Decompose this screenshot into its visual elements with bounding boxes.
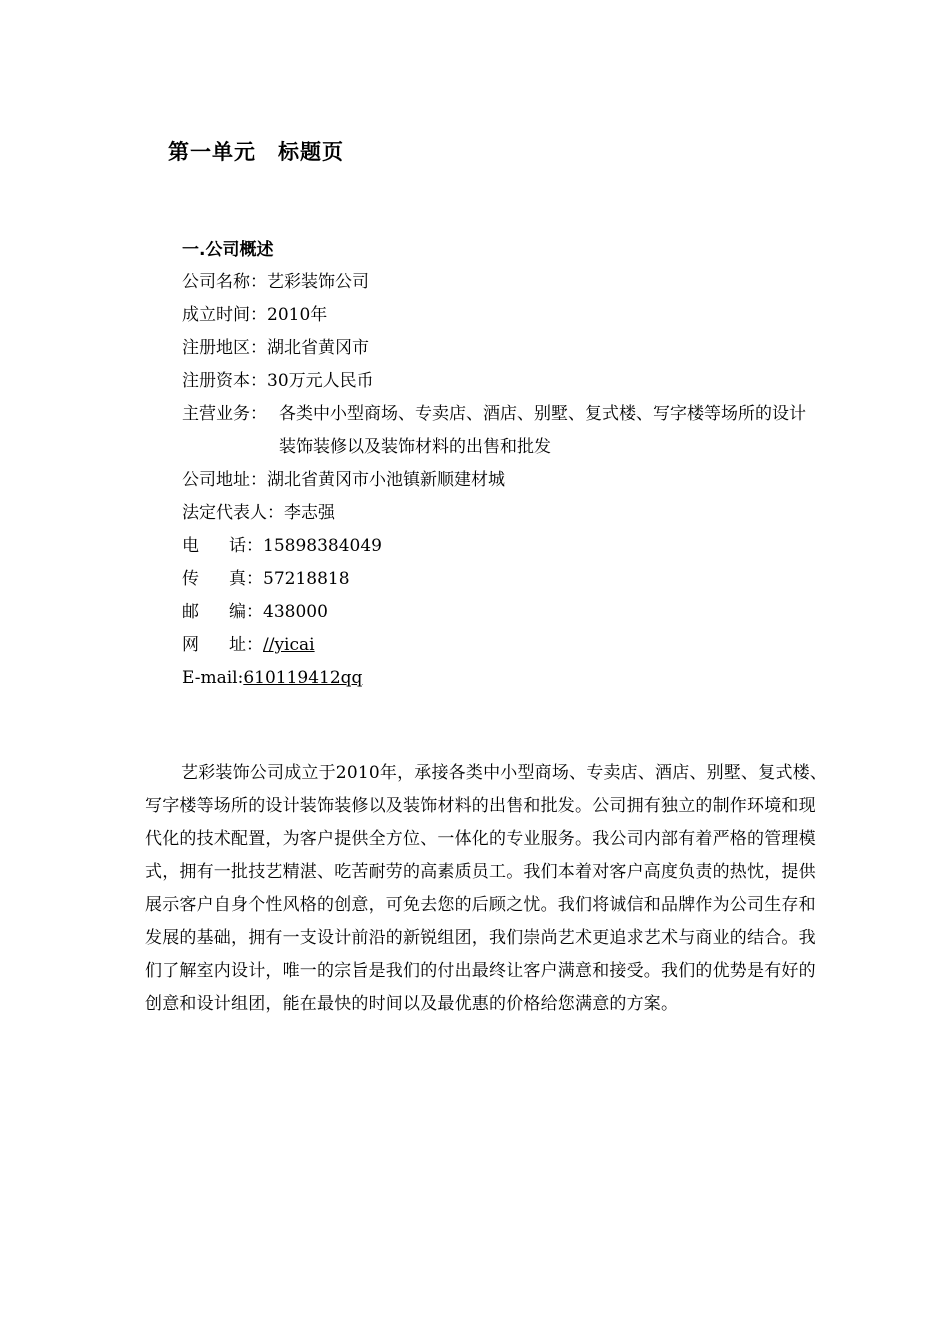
phone-value: 15898384049 <box>263 536 382 556</box>
postcode-value: 438000 <box>263 602 328 622</box>
phone-label-a: 电 <box>182 536 199 556</box>
fax-value: 57218818 <box>263 569 350 589</box>
capital-row <box>182 365 842 398</box>
website-label <box>182 629 263 662</box>
postcode-label-a: 邮 <box>182 602 199 622</box>
phone-label <box>182 530 263 563</box>
fax-row <box>182 563 842 596</box>
email-row <box>182 662 842 695</box>
postcode-label-b: 编： <box>229 602 263 622</box>
region-row <box>182 332 842 365</box>
founded-label: 成立时间： <box>182 305 267 325</box>
website-label-a: 网 <box>182 635 199 655</box>
website-link[interactable]: //yicai <box>263 635 315 655</box>
company-name-row <box>182 266 842 299</box>
fax-label-b: 真： <box>229 569 263 589</box>
website-label-b: 址： <box>229 635 263 655</box>
business-label: 主营业务： <box>182 404 267 424</box>
founded-row <box>182 299 842 332</box>
capital-label: 注册资本： <box>182 371 267 391</box>
address-label: 公司地址： <box>182 470 267 490</box>
business-row <box>182 398 842 464</box>
section-heading: 一.公司概述 <box>182 240 274 260</box>
legal-rep-value: 李志强 <box>284 503 335 523</box>
phone-row <box>182 530 842 563</box>
phone-label-b: 话： <box>229 536 263 556</box>
region-label: 注册地区： <box>182 338 267 358</box>
capital-value: 30万元人民币 <box>267 371 374 391</box>
fax-label-a: 传 <box>182 569 199 589</box>
postcode-row <box>182 596 842 629</box>
legal-rep-label: 法定代表人： <box>182 503 284 523</box>
intro-paragraph: 艺彩装饰公司成立于2010年，承接各类中小型商场、专卖店、酒店、别墅、复式楼、写字楼等场所的设计装饰装修以及装饰材料的出售和批发。公司拥有独立的制作环境和现代化的技术配置，为客户提供全方位、一体化的专业服务。我公司内部有着严格的管理模式，拥有一批技艺精湛、吃苦耐劳的高素质员工。我们本着对客户高度负责的热忱，提供展示客户自身个性风格的创意，可免去您的后顾之忧。我们将诚信和品牌作为公司生存和发展的基础，拥有一支设计前沿的新锐组团，我们崇尚艺术更追求艺术与商业的结合。我们了解室内设计，唯一的宗旨是我们的付出最终让客户满意和接受。我们的优势是有好的创意和设计组团，能在最快的时间以及最优惠的价格给您满意的方案。 <box>145 763 828 1014</box>
email-link[interactable]: 610119412qq <box>243 668 363 688</box>
company-name-value: 艺彩装饰公司 <box>267 272 369 292</box>
email-label: E-mail: <box>182 668 244 688</box>
company-info-list <box>182 266 842 695</box>
legal-rep-row <box>182 497 842 530</box>
address-row <box>182 464 842 497</box>
address-value: 湖北省黄冈市小池镇新顺建材城 <box>267 470 505 490</box>
fax-label <box>182 563 263 596</box>
company-name-label: 公司名称： <box>182 272 267 292</box>
website-row <box>182 629 842 662</box>
business-value: 各类中小型商场、专卖店、酒店、别墅、复式楼、写字楼等场所的设计装饰装修以及装饰材料的出售和批发 <box>279 404 806 457</box>
postcode-label <box>182 596 263 629</box>
unit-title: 第一单元 标题页 <box>168 140 344 164</box>
founded-value: 2010年 <box>267 305 328 325</box>
region-value: 湖北省黄冈市 <box>267 338 369 358</box>
